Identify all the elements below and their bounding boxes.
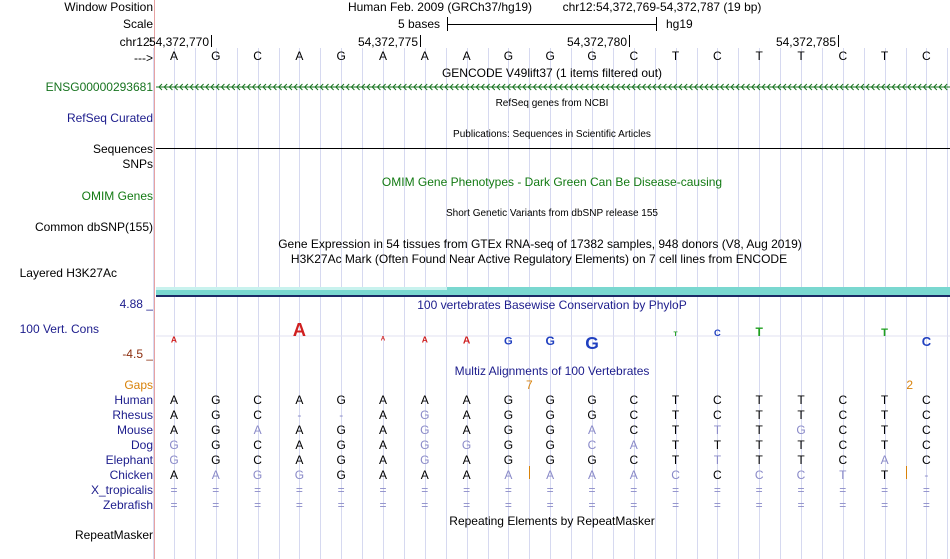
ruler-tick-label: 54,372,785 [775, 35, 836, 49]
alignment-base: = [212, 498, 220, 512]
alignment-base: - [297, 408, 302, 422]
alignment-base: T [839, 468, 847, 482]
alignment-base: = [504, 498, 512, 512]
alignment-base: = [630, 483, 638, 497]
window-position-value: chr12:54,372,769-54,372,787 (19 bp) [562, 0, 762, 14]
alignment-base: C [922, 453, 931, 467]
alignment-base: G [503, 408, 514, 422]
alignment-base: C [629, 408, 639, 422]
alignment-base: T [880, 393, 889, 407]
phylop-base-glyph: A [380, 335, 386, 343]
refseq-curated-label[interactable]: RefSeq Curated [66, 111, 153, 125]
alignment-base: = [337, 483, 345, 497]
snps-label[interactable]: SNPs [122, 157, 153, 171]
alignment-base: C [253, 408, 262, 422]
omim-track-title: OMIM Gene Phenotypes - Dark Green Can Be Disease-causing [381, 175, 723, 189]
reference-base: C [713, 49, 722, 63]
alignment-base: = [170, 483, 178, 497]
alignment-base: G [211, 423, 221, 437]
alignment-base: = [421, 498, 429, 512]
gap-count: 7 [525, 378, 533, 392]
alignment-base: G [587, 453, 597, 467]
alignment-base: A [295, 453, 304, 467]
grid-line [738, 48, 739, 559]
alignment-base: G [211, 393, 221, 407]
alignment-base: G [169, 438, 179, 452]
ruler-tick-label: 54,372,775 [357, 35, 418, 49]
gap-count: 2 [906, 378, 914, 392]
assembly-title: Human Feb. 2009 (GRCh37/hg19) [347, 0, 533, 14]
reference-base: A [420, 49, 429, 63]
alignment-base: C [838, 423, 848, 437]
sequences-line [156, 148, 950, 149]
alignment-base: = [254, 483, 262, 497]
reference-base: T [671, 49, 680, 63]
alignment-base: T [755, 423, 763, 437]
scale-bar-right-cap [656, 17, 657, 31]
alignment-base: = [588, 498, 596, 512]
alignment-base: T [755, 438, 763, 452]
alignment-base: A [378, 393, 387, 407]
reference-base: G [587, 49, 597, 63]
alignment-base: G [545, 393, 555, 407]
vert-cons-label[interactable]: 100 Vert. Cons [19, 322, 99, 336]
reference-base: A [295, 49, 304, 63]
species-label[interactable]: Zebrafish [102, 498, 153, 512]
alignment-base: G [461, 438, 472, 452]
layered-h3k27ac-label[interactable]: Layered H3K27Ac [19, 266, 117, 280]
grid-line [362, 48, 363, 559]
alignment-base: A [295, 423, 304, 437]
alignment-base: = [463, 483, 471, 497]
dbsnp-track-title: Short Genetic Variants from dbSNP release 155 [446, 208, 658, 219]
reference-base: G [545, 49, 555, 63]
species-label[interactable]: Human [114, 393, 153, 407]
reference-base: A [462, 49, 471, 63]
alignment-base: = [922, 498, 930, 512]
alignment-base: G [587, 408, 597, 422]
alignment-base: A [169, 468, 178, 482]
grid-line [320, 48, 321, 559]
alignment-base: G [336, 468, 346, 482]
alignment-base: G [545, 408, 555, 422]
alignment-base: T [797, 408, 805, 422]
alignment-base: = [254, 498, 262, 512]
alignment-base: = [295, 498, 303, 512]
alignment-base: = [337, 498, 345, 512]
multiz-track-title: Multiz Alignments of 100 Vertebrates [454, 364, 650, 378]
phylop-base-glyph: A [292, 319, 307, 340]
label-divider [154, 0, 155, 559]
phylop-base-glyph: G [504, 335, 513, 348]
reference-base: T [755, 49, 763, 63]
conservation-min-label: -4.5 _ [122, 347, 153, 361]
alignment-base: C [838, 393, 848, 407]
alignment-base: T [713, 453, 722, 467]
alignment-base: = [713, 483, 721, 497]
track-label-column [0, 0, 153, 559]
alignment-base: G [545, 423, 555, 437]
grid-line [153, 48, 154, 559]
alignment-base: = [797, 498, 805, 512]
alignment-base: G [503, 438, 514, 452]
reference-base: C [629, 49, 639, 63]
alignment-base: G [336, 423, 346, 437]
alignment-base: C [922, 438, 931, 452]
species-label[interactable]: Mouse [116, 423, 153, 437]
phylop-base-glyph: C [921, 333, 932, 349]
alignment-base: = [295, 483, 303, 497]
reference-base: G [503, 49, 514, 63]
species-label[interactable]: Elephant [105, 453, 153, 467]
alignment-base: A [295, 393, 304, 407]
alignment-base: = [672, 483, 680, 497]
alignment-base: = [170, 498, 178, 512]
repeatmasker-label[interactable]: RepeatMasker [74, 528, 153, 542]
alignment-base: G [587, 393, 597, 407]
phylop-base-glyph: G [545, 334, 555, 349]
alignment-base: C [838, 408, 848, 422]
reference-base: A [378, 49, 387, 63]
insertion-marker [529, 466, 530, 479]
alignment-base: C [253, 393, 262, 407]
grid-line [279, 48, 280, 559]
alignment-base: A [169, 408, 178, 422]
phylop-base-glyph: A [170, 334, 178, 345]
h3k27ac-signal-highlight [156, 287, 447, 290]
alignment-base: C [253, 453, 262, 467]
alignment-base: T [880, 468, 889, 482]
alignment-base: T [755, 393, 763, 407]
alignment-base: = [797, 483, 805, 497]
alignment-base: A [253, 423, 262, 437]
alignment-base: G [211, 408, 221, 422]
sequences-label[interactable]: Sequences [92, 142, 153, 156]
reference-base: T [880, 49, 889, 63]
alignment-base: T [713, 438, 722, 452]
alignment-base: A [169, 393, 178, 407]
alignment-base: G [336, 438, 346, 452]
chromosome-label: chr12: [119, 35, 153, 49]
alignment-base: G [503, 393, 514, 407]
alignment-base: T [880, 408, 889, 422]
alignment-base: C [922, 423, 931, 437]
alignment-base: C [838, 453, 848, 467]
alignment-base: C [671, 468, 680, 482]
insertion-marker [906, 466, 907, 479]
grid-line [822, 48, 823, 559]
alignment-base: C [629, 393, 639, 407]
alignment-base: T [797, 438, 805, 452]
gaps-label: Gaps [124, 378, 153, 392]
gencode-gene-label[interactable]: ENSG00000293681 [45, 80, 153, 94]
alignment-base: = [755, 483, 763, 497]
scale-bar-label: 5 bases [398, 17, 441, 31]
grid-line [947, 48, 948, 559]
phylop-base-glyph: C [714, 327, 721, 338]
phylop-base-glyph: T [755, 325, 763, 339]
alignment-base: G [336, 393, 346, 407]
scale-db-label: hg19 [666, 17, 693, 31]
alignment-base: C [922, 408, 931, 422]
alignment-base: A [546, 468, 555, 482]
alignment-base: = [212, 483, 220, 497]
alignment-base: = [421, 483, 429, 497]
reference-base: T [797, 49, 805, 63]
ruler-tick-label: 54,372,770 [148, 35, 209, 49]
alignment-base: C [796, 468, 806, 482]
alignment-base: = [839, 483, 847, 497]
ruler-tick [211, 35, 212, 47]
refseq-track-title: RefSeq genes from NCBI [495, 98, 609, 109]
scale-label: Scale [122, 17, 153, 31]
alignment-base: T [671, 408, 680, 422]
alignment-base: = [379, 498, 387, 512]
phylop-base-glyph: A [462, 335, 471, 347]
alignment-base: = [546, 483, 554, 497]
alignment-base: = [755, 498, 763, 512]
alignment-base: A [462, 423, 471, 437]
alignment-base: = [588, 483, 596, 497]
alignment-base: A [629, 468, 638, 482]
ruler-tick [838, 35, 839, 47]
reference-base: C [838, 49, 848, 63]
gtex-track-title: Gene Expression in 54 tissues from GTEx RNA-seq of 17382 samples, 948 donors (V8, Aug 2019) [278, 237, 802, 251]
alignment-base: = [546, 498, 554, 512]
alignment-base: C [713, 408, 722, 422]
species-label[interactable]: Rhesus [112, 408, 153, 422]
grid-line [195, 48, 196, 559]
alignment-base: A [378, 423, 387, 437]
omim-genes-label[interactable]: OMIM Genes [81, 189, 153, 203]
alignment-base: C [754, 468, 764, 482]
alignment-base: G [336, 453, 346, 467]
alignment-base: = [713, 498, 721, 512]
alignment-base: A [880, 453, 889, 467]
alignment-base: C [629, 453, 639, 467]
alignment-base: = [839, 498, 847, 512]
alignment-base: G [211, 453, 221, 467]
alignment-base: T [671, 423, 680, 437]
alignment-base: G [420, 408, 430, 422]
grid-line [906, 48, 907, 559]
alignment-base: - [924, 468, 929, 482]
reference-base: G [211, 49, 221, 63]
ruler-tick [629, 35, 630, 47]
alignment-base: = [672, 498, 680, 512]
alignment-base: A [169, 423, 178, 437]
alignment-base: G [545, 438, 555, 452]
alignment-base: T [880, 438, 889, 452]
phylop-base-glyph: T [881, 327, 889, 339]
reference-base: C [922, 49, 931, 63]
alignment-base: C [587, 438, 597, 452]
window-position-label: Window Position [64, 0, 153, 14]
common-dbsnp-label[interactable]: Common dbSNP(155) [34, 220, 153, 234]
alignment-base: T [713, 423, 722, 437]
h3k27ac-baseline [156, 295, 950, 297]
alignment-base: G [420, 423, 430, 437]
ruler-tick-label: 54,372,780 [566, 35, 627, 49]
species-label[interactable]: Chicken [109, 468, 153, 482]
alignment-base: T [755, 408, 763, 422]
alignment-base: = [504, 483, 512, 497]
alignment-base: A [462, 408, 471, 422]
phylop-track-title: 100 vertebrates Basewise Conservation by PhyloP [417, 298, 687, 312]
alignment-base: A [462, 393, 471, 407]
alignment-base: A [420, 468, 429, 482]
publications-track-title: Publications: Sequences in Scientific Articles [453, 129, 651, 140]
alignment-base: C [713, 468, 722, 482]
alignment-base: A [629, 438, 638, 452]
alignment-base: A [462, 468, 471, 482]
alignment-base: G [545, 453, 555, 467]
strand-arrow-label[interactable]: ---> [134, 51, 153, 65]
alignment-base: T [880, 423, 889, 437]
grid-line [404, 48, 405, 559]
alignment-base: C [713, 393, 722, 407]
alignment-base: A [211, 468, 220, 482]
grid-line [780, 48, 781, 559]
track-data-area[interactable] [148, 0, 950, 559]
alignment-base: A [378, 438, 387, 452]
gencode-gene-feature[interactable] [156, 80, 950, 94]
alignment-base: A [378, 468, 387, 482]
grid-line [697, 48, 698, 559]
alignment-base: T [797, 393, 805, 407]
alignment-base: T [797, 453, 805, 467]
alignment-base: A [587, 468, 596, 482]
alignment-base: G [294, 468, 305, 482]
alignment-base: A [504, 468, 513, 482]
grid-line [237, 48, 238, 559]
alignment-base: G [211, 438, 221, 452]
conservation-max-label: 4.88 _ [119, 297, 153, 311]
alignment-base: C [838, 438, 848, 452]
ruler-tick [420, 35, 421, 47]
alignment-base: A [295, 438, 304, 452]
phylop-base-glyph: G [585, 333, 599, 354]
phylop-base-glyph: A [421, 334, 428, 345]
alignment-base: = [630, 498, 638, 512]
alignment-base: = [881, 483, 889, 497]
alignment-base: A [462, 453, 471, 467]
scale-bar [447, 24, 657, 25]
alignment-base: = [379, 483, 387, 497]
species-label[interactable]: Dog [130, 438, 153, 452]
repeatmasker-track-title: Repeating Elements by RepeatMasker [449, 514, 655, 528]
grid-line [864, 48, 865, 559]
alignment-base: G [503, 453, 514, 467]
alignment-base: C [253, 438, 262, 452]
gencode-track-title: GENCODE V49lift37 (1 items filtered out) [441, 66, 663, 80]
alignment-base: T [755, 453, 763, 467]
alignment-base: = [881, 498, 889, 512]
alignment-base: A [587, 423, 596, 437]
alignment-base: G [252, 468, 263, 482]
h3k27ac-track-title: H3K27Ac Mark (Often Found Near Active Regulatory Elements) on 7 cell lines from ENCODE [290, 252, 788, 266]
alignment-base: T [671, 453, 680, 467]
alignment-base: T [671, 393, 680, 407]
reference-base: A [169, 49, 178, 63]
alignment-base: A [378, 453, 387, 467]
alignment-base: G [796, 423, 806, 437]
alignment-base: G [420, 438, 430, 452]
alignment-base: G [169, 453, 179, 467]
alignment-base: = [463, 498, 471, 512]
phylop-base-glyph: T [673, 331, 678, 338]
phylop-conservation-plot[interactable] [156, 316, 950, 356]
reference-base: G [336, 49, 346, 63]
alignment-base: - [339, 408, 344, 422]
alignment-base: G [420, 453, 430, 467]
alignment-base: A [378, 408, 387, 422]
alignment-base: G [503, 423, 514, 437]
reference-base: C [253, 49, 262, 63]
alignment-base: = [922, 483, 930, 497]
alignment-base: C [629, 423, 639, 437]
alignment-base: T [671, 438, 680, 452]
alignment-base: A [420, 393, 429, 407]
alignment-base: C [922, 393, 931, 407]
species-label[interactable]: X_tropicalis [90, 483, 153, 497]
